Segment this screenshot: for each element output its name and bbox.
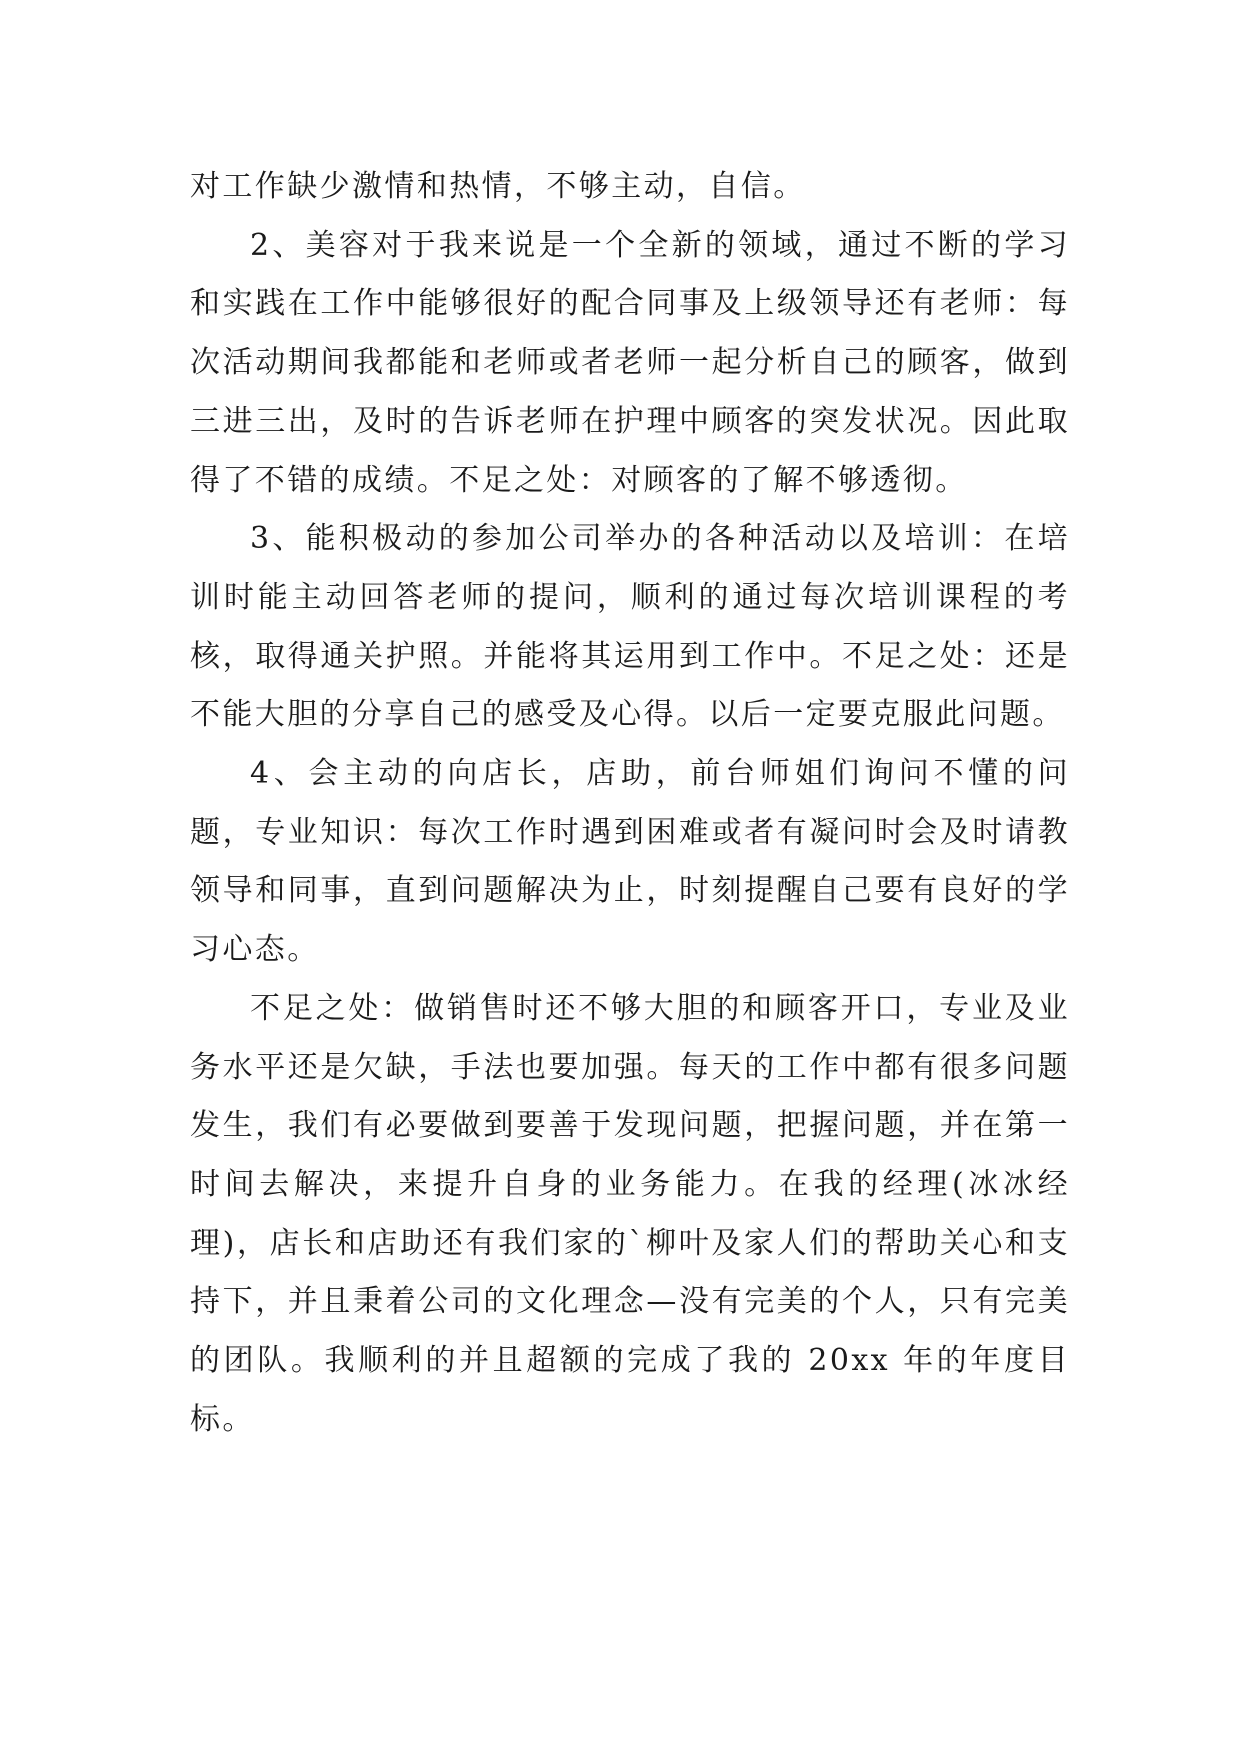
paragraph-item-4: 4、会主动的向店长，店助，前台师姐们询问不懂的问题，专业知识：每次工作时遇到困难或者有凝问时会及时请教领导和同事，直到问题解决为止，时刻提醒自己要有良好的学习心态。 [190,756,1070,968]
paragraph-item-3: 3、能积极动的参加公司举办的各种活动以及培训：在培训时能主动回答老师的提问，顺利的通过每次培训课程的考核，取得通关护照。并能将其运用到工作中。不足之处：还是不能大胆的分享自己的感受及心得。以后一定要克服此问题。 [190,521,1070,733]
paragraph-continued-intro: 对工作缺少激情和热情，不够主动，自信。 [190,169,806,204]
paragraph-item-2: 2、美容对于我来说是一个全新的领域，通过不断的学习和实践在工作中能够很好的配合同事及上级领导还有老师：每次活动期间我都能和老师或者老师一起分析自己的顾客，做到三进三出，及时的告诉老师在护理中顾客的突发状况。因此取得了不错的成绩。不足之处：对顾客的了解不够透彻。 [190,227,1070,498]
document-body [190,158,1070,1449]
paragraph-shortcomings: 不足之处：做销售时还不够大胆的和顾客开口，专业及业务水平还是欠缺，手法也要加强。每天的工作中都有很多问题发生，我们有必要做到要善于发现问题，把握问题，并在第一时间去解决，来提升自身的业务能力。在我的经理(冰冰经理)，店长和店助还有我们家的`柳叶及家人们的帮助关心和支持下，并且秉着公司的文化理念—没有完美的个人，只有完美的团队。我顺利的并且超额的完成了我的 20xx 年的年度目标。 [190,990,1070,1437]
